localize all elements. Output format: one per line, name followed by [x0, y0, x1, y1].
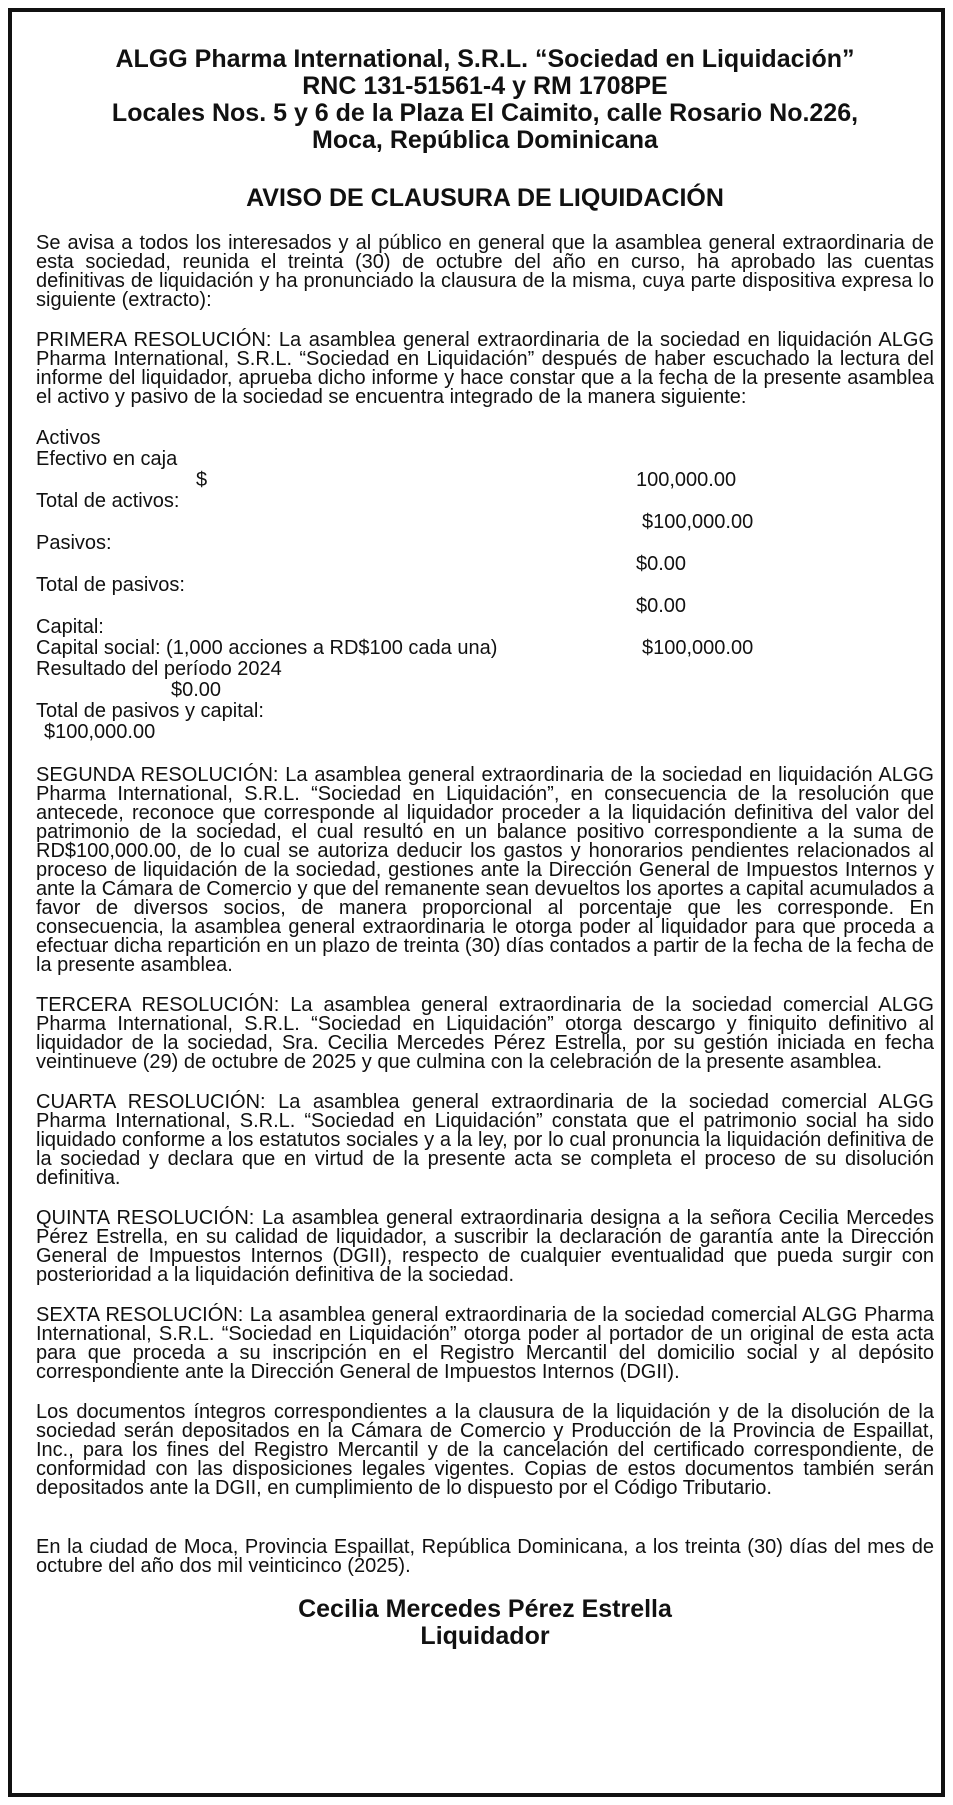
total-activos-label: Total de activos: [36, 490, 180, 512]
efectivo-amount: 100,000.00 [636, 469, 737, 491]
segunda-resolucion: SEGUNDA RESOLUCIÓN: La asamblea general extraordinaria de la sociedad en liquidación ALGG Pharma International, S.R.L. “Sociedad en Liquidación”, en consecuencia de la resolución que antecede, reconoce que corresponde al liquidador proceder a la liquidación definitiva del valor del patrimonio de la sociedad, el cual resultó en un balance positivo correspondiente a la suma de RD$100,000.00, de lo cual se autoriza deducir los gastos y honorarios pendientes relacionados al proceso de liquidación de la sociedad, gestiones ante la Dirección General de Impuestos Internos y ante la Cámara de Comercio y que del remanente sean devueltos los aportes a capital acumulados a favor de diversos socios, de manera proporcional al porcentaje que les corresponde. En consecuencia, la asamblea general extraordinaria le otorga poder al liquidador para que proceda a efectuar dicha repartición en un plazo de treinta (30) días contados a partir de la fecha de la fecha de la presente asamblea. [36, 764, 934, 976]
activos-heading: Activos [36, 427, 101, 449]
resultado-label: Resultado del período 2024 [36, 658, 282, 680]
company-header [36, 46, 934, 154]
signatory-role: Liquidador [420, 1622, 550, 1650]
capital-social-amount: $100,000.00 [642, 637, 754, 659]
pasivos-label: Pasivos: [36, 532, 112, 554]
capital-heading: Capital: [36, 616, 104, 638]
total-pasivos-capital-amount: $100,000.00 [44, 721, 156, 743]
notice-title: AVISO DE CLAUSURA DE LIQUIDACIÓN [246, 184, 724, 212]
company-registration: RNC 131-51561-4 y RM 1708PE [302, 72, 668, 100]
efectivo-label: Efectivo en caja [36, 448, 178, 470]
sexta-resolucion: SEXTA RESOLUCIÓN: La asamblea general extraordinaria de la sociedad comercial ALGG Pharma International, S.R.L. “Sociedad en Liquidación” otorga poder al portador de un original de esta acta para que proceda a su inscripción en el Registro Mercantil del domicilio social y al depósito correspondiente ante la Dirección General de Impuestos Internos (DGII). [36, 1304, 934, 1383]
intro-paragraph: Se avisa a todos los interesados y al público en general que la asamblea general extraordinaria de esta sociedad, reunida el treinta (30) de octubre del año en curso, ha aprobado las cuentas definitivas de liquidación y ha pronunciado la clausura de la misma, cuya parte dispositiva expresa lo siguiente (extracto): [36, 232, 934, 311]
resultado-amount: $0.00 [171, 679, 222, 701]
company-address: Locales Nos. 5 y 6 de la Plaza El Caimito, calle Rosario No.226, [111, 99, 859, 127]
total-activos-amount: $100,000.00 [642, 511, 754, 533]
tercera-resolucion: TERCERA RESOLUCIÓN: La asamblea general extraordinaria de la sociedad comercial ALGG Pharma International, S.R.L. “Sociedad en Liquidación” otorga descargo y finiquito definitivo al liquidador de la sociedad, Sra. Cecilia Mercedes Pérez Estrella, por su gestión iniciada en fecha veintinueve (29) de octubre de 2025 y que culmina con la celebración de la presente asamblea. [36, 994, 934, 1073]
signature-block [36, 1596, 934, 1650]
balance-table [36, 428, 934, 743]
efectivo-currency: $ [196, 469, 208, 491]
capital-social-label: Capital social: (1,000 acciones a RD$100 cada una) [36, 637, 498, 659]
notice-content [36, 36, 934, 1650]
company-name: ALGG Pharma International, S.R.L. “Sociedad en Liquidación” [115, 45, 855, 73]
company-city: Moca, República Dominicana [312, 126, 658, 154]
primera-resolucion: PRIMERA RESOLUCIÓN: La asamblea general extraordinaria de la sociedad en liquidación ALGG Pharma International, S.R.L. “Sociedad en Liquidación” después de haber escuchado la lectura del informe del liquidador, aprueba dicho informe y hace constar que a la fecha de la presente asamblea el activo y pasivo de la sociedad se encuentra integrado de la manera siguiente: [36, 329, 934, 408]
documentos-paragraph: Los documentos íntegros correspondientes a la clausura de la liquidación y de la disolución de la sociedad serán depositados en la Cámara de Comercio y Producción de la Provincia de Espaillat, Inc., para los fines del Registro Mercantil y de la cancelación del certificado correspondiente, de conformidad con las disposiciones legales vigentes. Copias de estos documentos también serán depositados ante la DGII, en cumplimiento de lo dispuesto por el Código Tributario. [36, 1401, 934, 1499]
closing-paragraph: En la ciudad de Moca, Provincia Espaillat, República Dominicana, a los treinta (30) días del mes de octubre del año dos mil veinticinco (2025). [36, 1536, 934, 1577]
total-pasivos-amount: $0.00 [636, 595, 687, 617]
total-pasivos-label: Total de pasivos: [36, 574, 185, 596]
cuarta-resolucion: CUARTA RESOLUCIÓN: La asamblea general extraordinaria de la sociedad comercial ALGG Pharma International, S.R.L. “Sociedad en Liquidación” constata que el patrimonio social ha sido liquidado conforme a los estatutos sociales y a la ley, por lo cual pronuncia la liquidación definitiva de la sociedad y declara que en virtud de la presente acta se completa el proceso de su disolución definitiva. [36, 1091, 934, 1189]
signatory-name: Cecilia Mercedes Pérez Estrella [298, 1595, 672, 1623]
quinta-resolucion: QUINTA RESOLUCIÓN: La asamblea general extraordinaria designa a la señora Cecilia Mercedes Pérez Estrella, en su calidad de liquidador, a suscribir la declaración de garantía ante la Dirección General de Impuestos Internos (DGII), respecto de cualquier eventualidad que pueda surgir con posterioridad a la liquidación definitiva de la sociedad. [36, 1207, 934, 1286]
notice-frame [8, 8, 945, 1797]
total-pasivos-capital-label: Total de pasivos y capital: [36, 700, 264, 722]
pasivos-amount: $0.00 [636, 553, 687, 575]
